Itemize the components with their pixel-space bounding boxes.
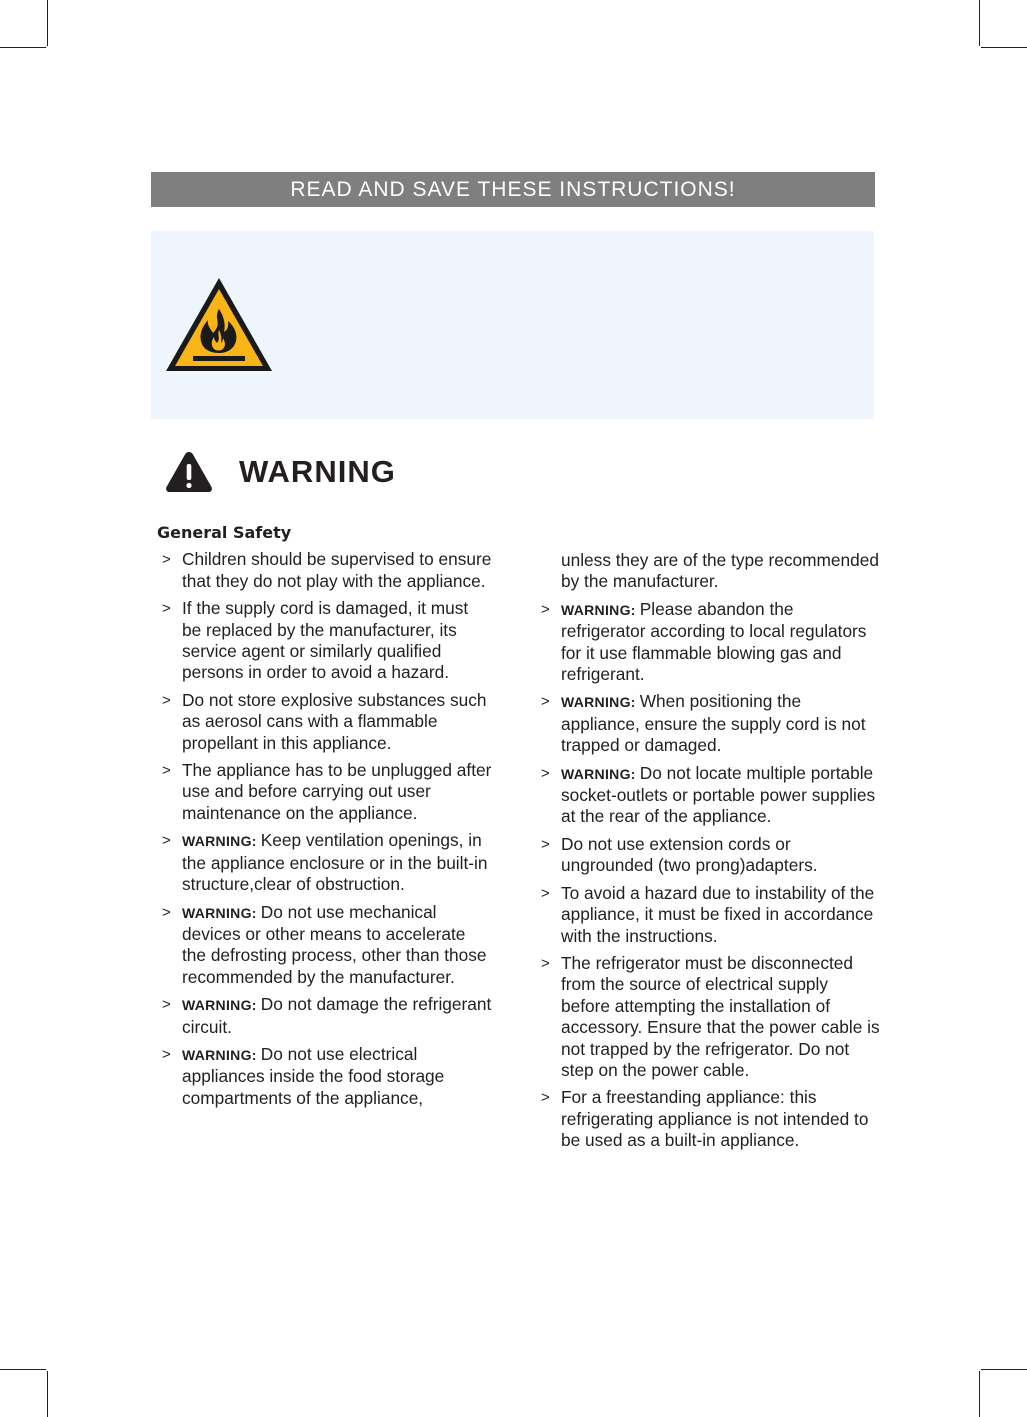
list-item: > To avoid a hazard due to instability of the appliance, it must be fixed in accordance with the instructions. <box>536 883 881 947</box>
list-item: > Children should be supervised to ensure that they do not play with the appliance. <box>157 549 492 592</box>
list-item: > WARNING: Do not damage the refrigerant circuit. <box>157 994 492 1038</box>
instructions-banner: READ AND SAVE THESE INSTRUCTIONS! <box>151 172 875 207</box>
crop-mark <box>47 1371 48 1417</box>
crop-mark <box>979 0 980 46</box>
crop-mark <box>981 1369 1027 1370</box>
flammable-material-warning-icon <box>163 275 275 375</box>
crop-mark <box>47 0 48 46</box>
list-item: > WARNING: Do not use electrical appliances inside the food storage compartments of the appliance, <box>157 1044 492 1109</box>
list-item: > WARNING: Please abandon the refrigerator according to local regulators for it use flammable blowing gas and refrigerant. <box>536 599 881 686</box>
flammable-warning-panel <box>151 231 874 419</box>
list-item: > For a freestanding appliance: this refrigerating appliance is not intended to be used as a built-in appliance. <box>536 1087 881 1151</box>
safety-list-right <box>536 599 881 1152</box>
list-item: > WARNING: Do not locate multiple portable socket-outlets or portable power supplies at the rear of the appliance. <box>536 763 881 828</box>
list-item-continuation: unless they are of the type recommended by the manufacturer. <box>561 550 879 592</box>
crop-mark <box>981 47 1027 48</box>
list-item: > The appliance has to be unplugged after use and before carrying out user maintenance on the appliance. <box>157 760 492 824</box>
list-item: > WARNING: Do not use mechanical devices or other means to accelerate the defrosting process, other than those recommended by the manufacturer. <box>157 902 492 989</box>
list-item: > If the supply cord is damaged, it must be replaced by the manufacturer, its service agent or similarly qualified persons in order to avoid a hazard. <box>157 598 492 684</box>
crop-mark <box>0 47 46 48</box>
list-item: > The refrigerator must be disconnected from the source of electrical supply before attempting the installation of accessory. Ensure that the power cable is not trapped by the refrigerator. Do not step on the power cable. <box>536 953 881 1081</box>
list-item: > Do not use extension cords or ungrounded (two prong)adapters. <box>536 834 881 877</box>
warning-header <box>165 451 396 493</box>
section-title: General Safety <box>157 523 292 542</box>
exclamation-triangle-icon <box>165 451 213 493</box>
left-column <box>157 522 492 1115</box>
right-column <box>536 550 881 1158</box>
list-item: > Do not store explosive substances such as aerosol cans with a flammable propellant in this appliance. <box>157 690 492 754</box>
list-item: > WARNING: When positioning the appliance, ensure the supply cord is not trapped or damaged. <box>536 691 881 756</box>
crop-mark <box>979 1371 980 1417</box>
warning-title: WARNING <box>239 454 396 489</box>
list-item: > WARNING: Keep ventilation openings, in the appliance enclosure or in the built-in structure,clear of obstruction. <box>157 830 492 895</box>
crop-mark <box>0 1369 46 1370</box>
safety-list-left <box>157 549 492 1109</box>
